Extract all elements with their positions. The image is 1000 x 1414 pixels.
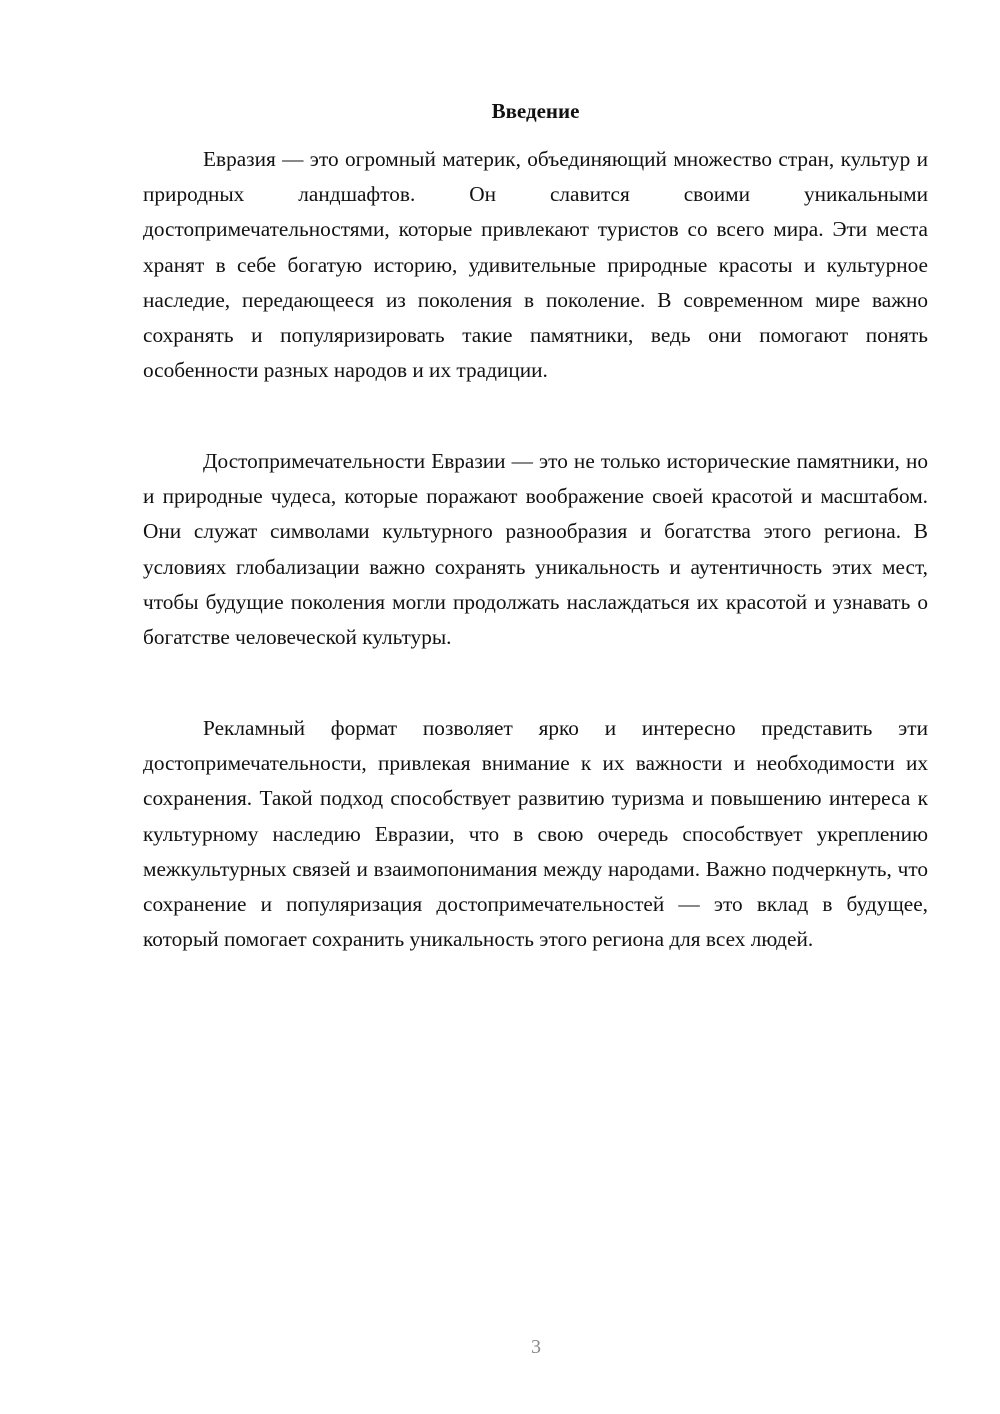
paragraph-1: Евразия — это огромный материк, объединяющий множество стран, культур и природных ландшафтов. Он славится своими уникальными достопримечательностями, которые привлекают туристов со всего мира. Эти места хранят в себе богатую историю, удивительные природные красоты и культурное наследие, передающееся из поколения в поколение. В современном мире важно сохранять и популяризировать такие памятники, ведь они помогают понять особенности разных народов и их традиции. [143, 147, 928, 383]
page-title: Введение [491, 99, 580, 123]
paragraph-2: Достопримечательности Евразии — это не только исторические памятники, но и природные чудеса, которые поражают воображение своей красотой и масштабом. Они служат символами культурного разнообразия и богатства этого региона. В условиях глобализации важно сохранять уникальность и аутентичность этих мест, чтобы будущие поколения могли продолжать наслаждаться их красотой и узнавать о богатстве человеческой культуры. [143, 449, 928, 650]
page-number: 3 [531, 1336, 541, 1358]
paragraph-3: Рекламный формат позволяет ярко и интересно представить эти достопримечательности, привлекая внимание к их важности и необходимости их сохранения. Такой подход способствует развитию туризма и повышению интереса к культурному наследию Евразии, что в свою очередь способствует укреплению межкультурных связей и взаимопонимания между народами. Важно подчеркнуть, что сохранение и популяризация достопримечательностей — это вклад в будущее, который помогает сохранить уникальность этого региона для всех людей. [143, 716, 928, 952]
